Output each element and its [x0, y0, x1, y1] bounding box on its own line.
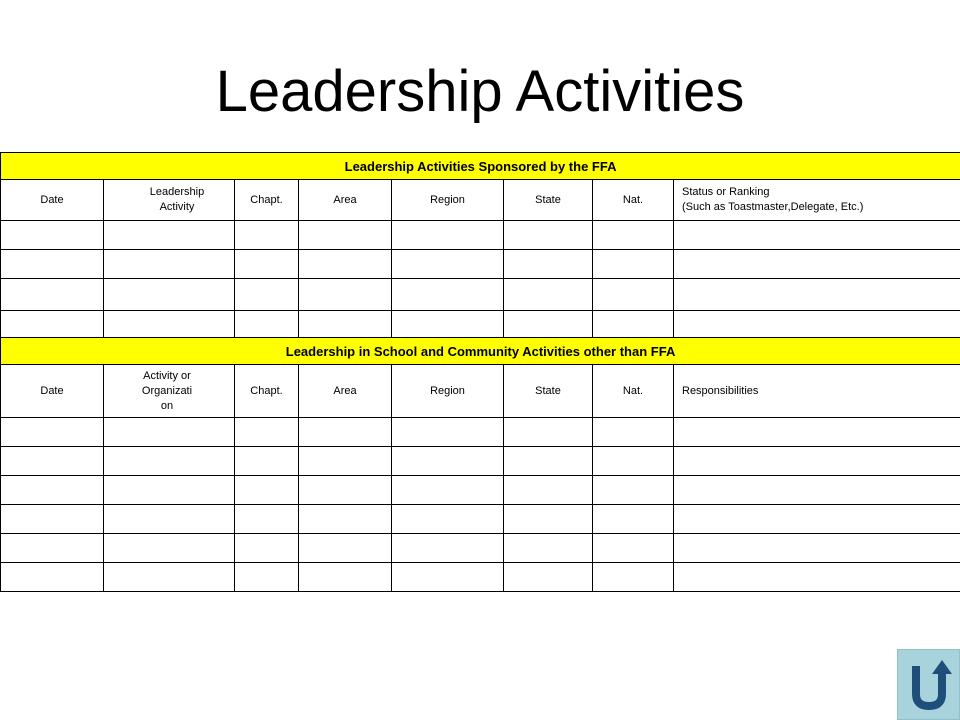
table-cell[interactable] [504, 250, 593, 279]
table-cell[interactable] [235, 250, 299, 279]
table-cell[interactable] [104, 279, 235, 311]
table-cell[interactable] [1, 505, 104, 534]
table-cell[interactable] [235, 505, 299, 534]
table-cell[interactable] [235, 563, 299, 592]
page-title: Leadership Activities [215, 59, 745, 124]
table-row [1, 279, 960, 311]
table-cell[interactable] [674, 221, 960, 250]
table-cell[interactable] [674, 476, 960, 505]
table-cell[interactable] [104, 311, 235, 338]
table-cell[interactable] [1, 418, 104, 447]
table-cell[interactable] [674, 311, 960, 338]
table-cell[interactable] [1, 250, 104, 279]
table-cell[interactable] [593, 221, 674, 250]
table-cell[interactable] [299, 279, 392, 311]
table-row [1, 563, 960, 592]
table-cell[interactable] [299, 476, 392, 505]
table-cell[interactable] [1, 447, 104, 476]
header-area: Area [299, 180, 392, 221]
table-cell[interactable] [504, 221, 593, 250]
table-cell[interactable] [392, 221, 504, 250]
table-cell[interactable] [104, 418, 235, 447]
header-region: Region [392, 365, 504, 418]
table-cell[interactable] [504, 476, 593, 505]
table-cell[interactable] [392, 476, 504, 505]
table-cell[interactable] [235, 476, 299, 505]
table-cell[interactable] [593, 447, 674, 476]
header-chapt: Chapt. [235, 180, 299, 221]
table-cell[interactable] [1, 221, 104, 250]
table-cell[interactable] [299, 311, 392, 338]
header-activity-organization: Activity or Organization [104, 365, 235, 418]
table-cell[interactable] [504, 447, 593, 476]
u-turn-back-icon [906, 658, 952, 712]
table-cell[interactable] [674, 250, 960, 279]
table-row [1, 476, 960, 505]
table-cell[interactable] [593, 250, 674, 279]
table-cell[interactable] [593, 534, 674, 563]
table-cell[interactable] [104, 447, 235, 476]
header-chapt: Chapt. [235, 365, 299, 418]
table-cell[interactable] [593, 563, 674, 592]
section-heading-community: Leadership in School and Community Activities other than FFA [1, 338, 960, 365]
table-cell[interactable] [593, 418, 674, 447]
table-cell[interactable] [674, 505, 960, 534]
table-cell[interactable] [392, 279, 504, 311]
header-nat: Nat. [593, 365, 674, 418]
table-cell[interactable] [299, 563, 392, 592]
table-row [1, 250, 960, 279]
table-cell[interactable] [235, 534, 299, 563]
table-cell[interactable] [504, 279, 593, 311]
table-cell[interactable] [593, 311, 674, 338]
table-cell[interactable] [392, 447, 504, 476]
header-status-line2: (Such as Toastmaster,Delegate, Etc.) [682, 201, 864, 213]
table-cell[interactable] [504, 534, 593, 563]
leadership-table [0, 152, 960, 592]
table-cell[interactable] [392, 505, 504, 534]
table-cell[interactable] [674, 418, 960, 447]
table-cell[interactable] [235, 279, 299, 311]
table-cell[interactable] [392, 534, 504, 563]
table-cell[interactable] [104, 505, 235, 534]
table-cell[interactable] [104, 563, 235, 592]
table-cell[interactable] [504, 505, 593, 534]
header-status-ranking [674, 180, 960, 221]
header-status-line1: Status or Ranking [682, 186, 770, 198]
table-cell[interactable] [1, 534, 104, 563]
table-row [1, 505, 960, 534]
table-cell[interactable] [299, 250, 392, 279]
table-cell[interactable] [1, 476, 104, 505]
table-cell[interactable] [104, 250, 235, 279]
table-row [1, 311, 960, 338]
header-area: Area [299, 365, 392, 418]
table-cell[interactable] [235, 447, 299, 476]
table-cell[interactable] [1, 311, 104, 338]
table-cell[interactable] [504, 311, 593, 338]
table-row [1, 447, 960, 476]
header-state: State [504, 180, 593, 221]
table-cell[interactable] [1, 563, 104, 592]
table-row [1, 418, 960, 447]
header-date: Date [1, 365, 104, 418]
table-cell[interactable] [593, 279, 674, 311]
section-heading-ffa: Leadership Activities Sponsored by the FFA [1, 153, 960, 180]
header-activity-line1: Leadership [149, 186, 205, 198]
table-cell[interactable] [504, 418, 593, 447]
table-cell[interactable] [674, 534, 960, 563]
table-cell[interactable] [299, 505, 392, 534]
table-cell[interactable] [235, 418, 299, 447]
table-cell[interactable] [392, 311, 504, 338]
table-cell[interactable] [674, 447, 960, 476]
table-cell[interactable] [392, 250, 504, 279]
header-nat: Nat. [593, 180, 674, 221]
header-date: Date [1, 180, 104, 221]
header-row-ffa [1, 180, 960, 221]
table-cell[interactable] [235, 311, 299, 338]
table-cell[interactable] [392, 563, 504, 592]
table-cell[interactable] [674, 279, 960, 311]
table-cell[interactable] [104, 221, 235, 250]
table-cell[interactable] [299, 447, 392, 476]
back-button[interactable] [897, 649, 960, 720]
table-row [1, 221, 960, 250]
table-cell[interactable] [392, 418, 504, 447]
section-heading-community-row [1, 338, 960, 365]
table-cell[interactable] [1, 279, 104, 311]
table-cell[interactable] [504, 563, 593, 592]
table-cell[interactable] [104, 476, 235, 505]
table-row [1, 534, 960, 563]
table-cell[interactable] [593, 505, 674, 534]
header-leadership-activity [104, 180, 235, 221]
header-state: State [504, 365, 593, 418]
table-cell[interactable] [104, 534, 235, 563]
table-cell[interactable] [299, 221, 392, 250]
header-activity-line2: Activity [159, 201, 195, 213]
table-cell[interactable] [299, 534, 392, 563]
header-row-community [1, 365, 960, 418]
table-cell[interactable] [235, 221, 299, 250]
table-cell[interactable] [674, 563, 960, 592]
table-cell[interactable] [299, 418, 392, 447]
header-region: Region [392, 180, 504, 221]
header-responsibilities: Responsibilities [674, 365, 960, 418]
section-heading-ffa-row [1, 153, 960, 180]
table-cell[interactable] [593, 476, 674, 505]
